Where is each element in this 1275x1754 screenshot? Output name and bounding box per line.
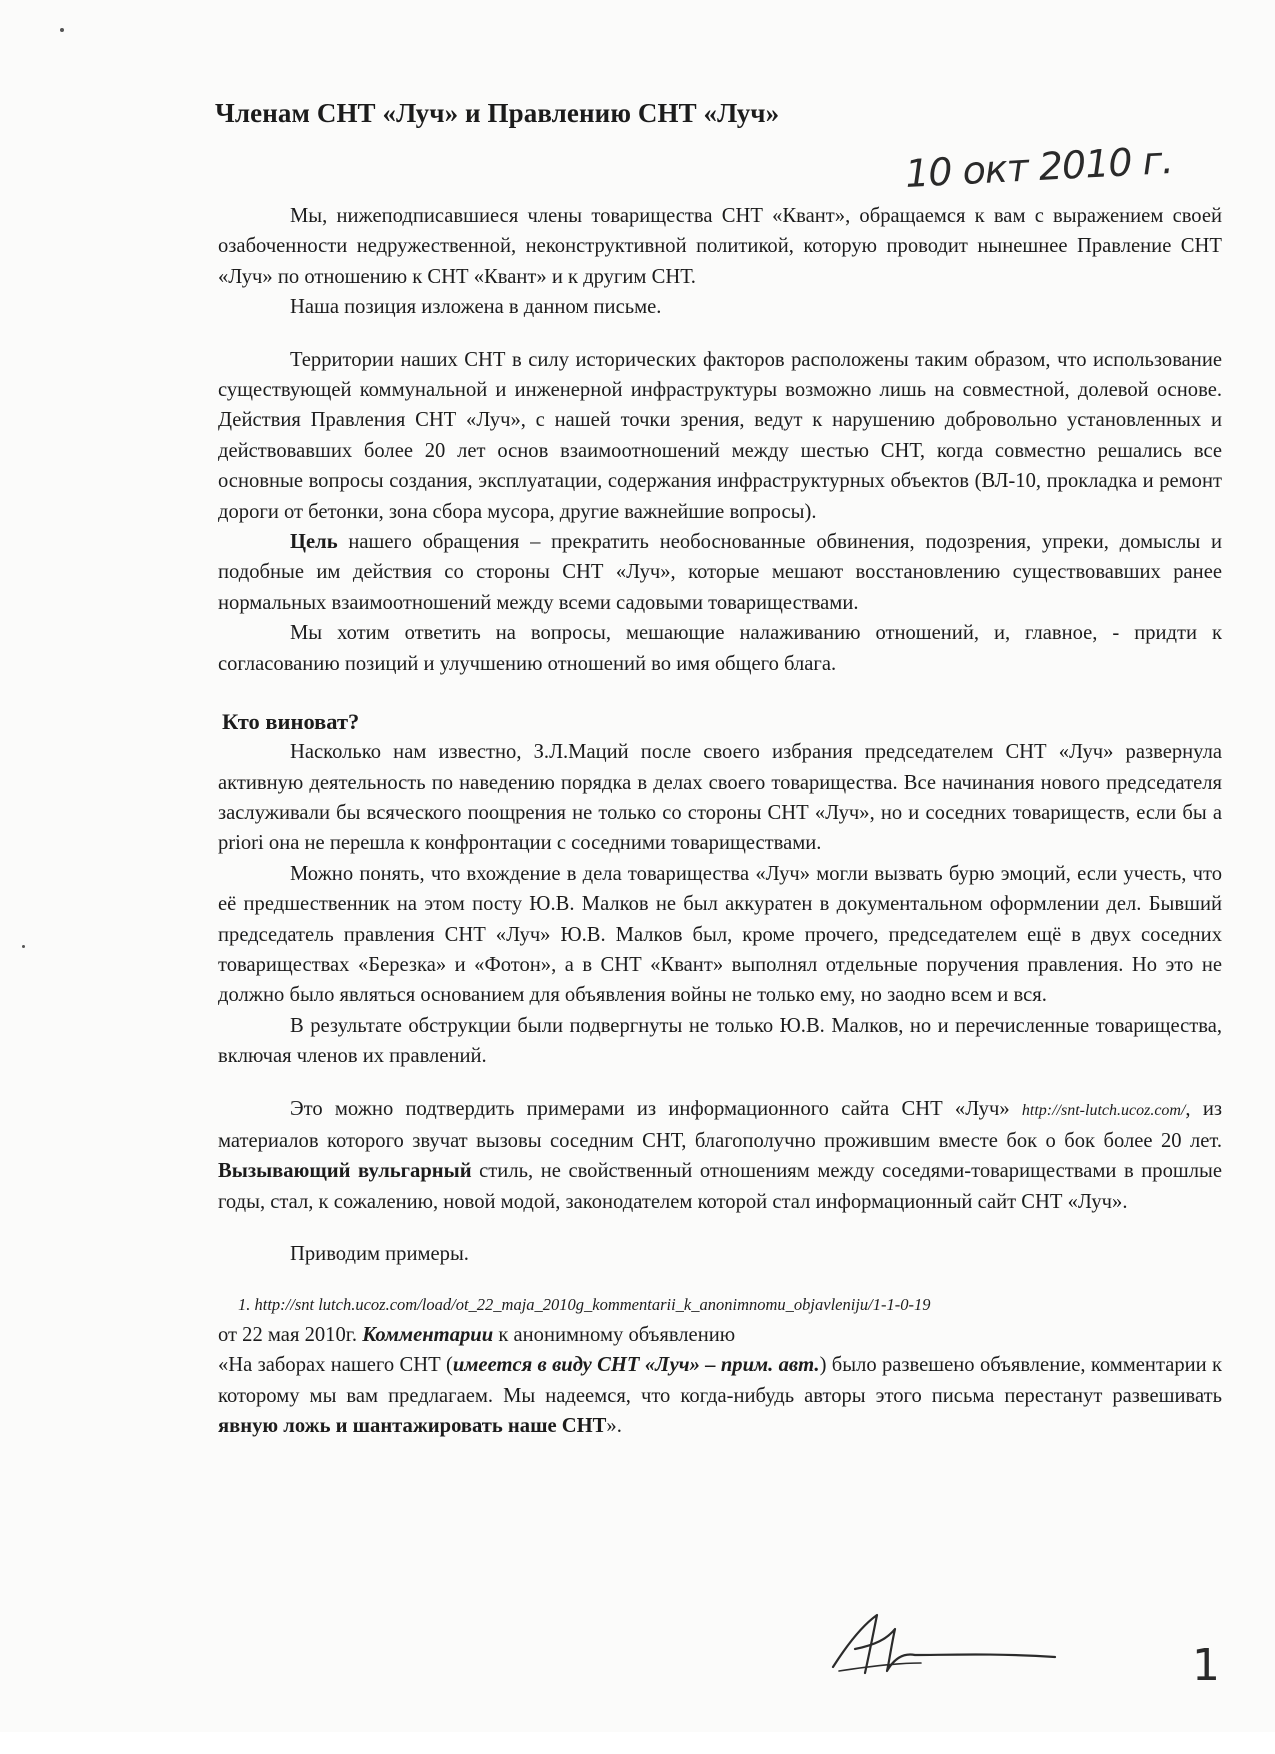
confirm-end: стиль, не свойственный отношениям между соседями-товариществами в прошлые годы, стал, к сожалению, новой модой, законодателем которой стал информационный сайт СНТ «Луч». <box>218 1160 1222 1213</box>
example-title-bold: Комментарии <box>362 1324 494 1346</box>
example-caption <box>218 1320 1222 1350</box>
confirm-lead: Это можно подтвердить примерами из информационного сайта СНТ «Луч» <box>290 1097 1022 1120</box>
example-title-rest: к анонимному объявлению <box>493 1324 736 1346</box>
section-heading-who: Кто виноват? <box>222 709 360 735</box>
who-paragraph-1: Насколько нам известно, З.Л.Маций после своего избрания председателем СНТ «Луч» развернула активную деятельность по наведению порядка в делах своего товарищества. Все начинания нового председателя заслуживали бы всяческого поощрения не только со стороны СНТ «Луч», но и соседних товариществ, если бы a priori она не перешла к конфронтации с соседними товариществами. <box>218 741 1222 855</box>
quote-mid: ) было развешено объявление, комментарии к которому мы вам предлагаем. Мы надеемся, что когда-нибудь авторы этого письма перестанут развешивать <box>218 1354 1223 1407</box>
who-paragraph-3: В результате обструкции были подвергнуты не только Ю.В. Малков, но и перечисленные товарищества, включая членов их правлений. <box>218 1014 1222 1068</box>
confirm-mid: , из материалов которого звучат вызовы соседним СНТ, благополучно прожившим вместе бок о бок более 20 лет. <box>218 1097 1222 1152</box>
answer-paragraph: Мы хотим ответить на вопросы, мешающие налаживанию отношений, и, главное, - придти к согласованию позиций и улучшению отношений во имя общего блага. <box>218 622 1222 675</box>
quote-start: «На заборах нашего СНТ ( <box>218 1354 453 1377</box>
letter-body <box>218 201 1222 1442</box>
example-date: от 22 мая 2010г. <box>218 1324 363 1346</box>
page-number: 1 <box>1192 1640 1220 1691</box>
example-quote <box>218 1350 1222 1441</box>
intro-position: Наша позиция изложена в данном письме. <box>290 296 662 319</box>
confirm-bold: Вызывающий вульгарный <box>218 1160 472 1183</box>
goal-word: Цель <box>290 531 338 554</box>
handwritten-date: 10 окт 2010 г. <box>904 138 1174 196</box>
goal-paragraph <box>218 527 1222 618</box>
letter-title: Членам СНТ «Луч» и Правлению СНТ «Луч» <box>215 98 780 128</box>
who-paragraph-2: Можно понять, что вхождение в дела товарищества «Луч» могли вызвать бурю эмоций, если учесть, что её предшественник на этом посту Ю.В. Малков не был аккуратен в документальном оформлении дел. Бывший председатель правления СНТ «Луч» Ю.В. Малков был, кроме прочего, председателем ещё в двух соседних товариществах «Березка» и «Фотон», а в СНТ «Квант» выполнял отдельные поручения правления. Но это не должно было являться основанием для объявления войны не только ему, но заодно всем и вся. <box>218 862 1222 1007</box>
examples-intro: Приводим примеры. <box>290 1243 469 1266</box>
intro-paragraph: Мы, нижеподписавшиеся члены товарищества СНТ «Квант», обращаемся к вам с выражением своей озабоченности недружественной, неконструктивной политикой, которую проводит нынешнее Правление СНТ «Луч» по отношению к СНТ «Квант» и к другим СНТ. <box>218 205 1222 288</box>
confirm-paragraph <box>218 1094 1222 1218</box>
site-link: http://snt-lutch.ucoz.com/ <box>1021 1101 1186 1119</box>
goal-text: нашего обращения – прекратить необоснованные обвинения, подозрения, упреки, домыслы и подобные им действия со стороны СНТ «Луч», которые мешают восстановлению существовавших ранее нормальных взаимоотношений между всеми садовыми товариществами. <box>218 531 1222 614</box>
quote-bold: явную ложь и шантажировать наше СНТ <box>218 1415 607 1438</box>
quote-end: ». <box>606 1415 622 1438</box>
scan-speck <box>60 28 64 32</box>
territory-paragraph: Территории наших СНТ в силу исторических факторов расположены таким образом, что использование существующей коммунальной и инженерной инфраструктуры возможно лишь на совместной, долевой основе. Действия Правления СНТ «Луч», с нашей точки зрения, ведут к нарушению добровольно установленных и действовавших более 20 лет основ взаимоотношений между шестью СНТ, когда совместно решались все основные вопросы создания, эксплуатации, содержания инфраструктурных объектов (ВЛ-10, прокладка и ремонт дороги от бетонки, зона сбора мусора, другие важнейшие вопросы). <box>218 348 1222 523</box>
signature-icon <box>825 1605 1065 1685</box>
scan-speck <box>22 945 25 948</box>
quote-note: имеется в виду СНТ «Луч» – прим. авт. <box>452 1354 820 1377</box>
example-link: 1. http://snt lutch.ucoz.com/load/ot_22_maja_2010g_kommentarii_k_anonimnomu_objavleniju/1-1-0-19 <box>238 1294 931 1314</box>
